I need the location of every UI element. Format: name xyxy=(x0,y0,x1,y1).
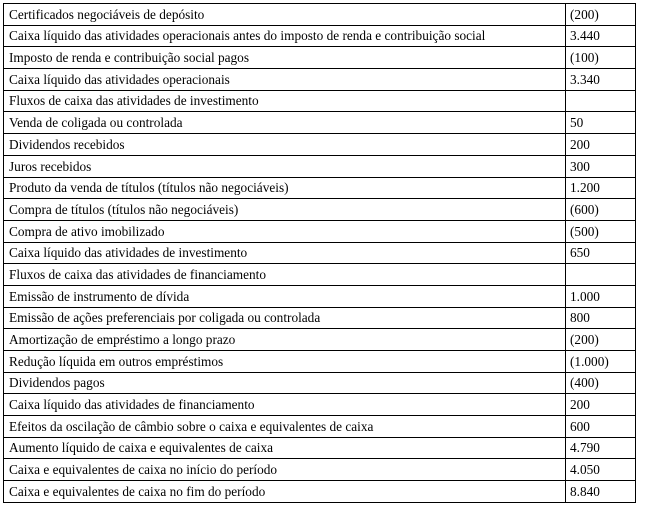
row-label: Venda de coligada ou controlada xyxy=(4,112,566,134)
row-label: Redução líquida em outros empréstimos xyxy=(4,351,566,373)
row-label: Dividendos pagos xyxy=(4,372,566,394)
row-value: 1.000 xyxy=(566,285,636,307)
row-label: Efeitos da oscilação de câmbio sobre o caixa e equivalentes de caixa xyxy=(4,416,566,438)
cash-flow-table xyxy=(3,3,636,503)
table-row xyxy=(4,437,636,459)
table-row xyxy=(4,134,636,156)
row-value: (200) xyxy=(566,329,636,351)
row-value: (1.000) xyxy=(566,351,636,373)
row-label: Produto da venda de títulos (títulos não negociáveis) xyxy=(4,177,566,199)
row-value: 3.340 xyxy=(566,69,636,91)
row-value: 1.200 xyxy=(566,177,636,199)
row-label: Certificados negociáveis de depósito xyxy=(4,4,566,26)
row-label: Dividendos recebidos xyxy=(4,134,566,156)
table-row xyxy=(4,242,636,264)
row-label: Caixa líquido das atividades operacionais antes do imposto de renda e contribuição social xyxy=(4,25,566,47)
table-row xyxy=(4,351,636,373)
row-label: Emissão de ações preferenciais por coligada ou controlada xyxy=(4,307,566,329)
table-row xyxy=(4,285,636,307)
row-value: 4.790 xyxy=(566,437,636,459)
table-row xyxy=(4,47,636,69)
section-heading-row xyxy=(4,90,636,112)
row-label: Juros recebidos xyxy=(4,155,566,177)
row-value: 800 xyxy=(566,307,636,329)
table-row xyxy=(4,481,636,503)
row-value: 50 xyxy=(566,112,636,134)
table-row xyxy=(4,112,636,134)
row-value: 200 xyxy=(566,394,636,416)
row-value: (500) xyxy=(566,220,636,242)
row-value: 300 xyxy=(566,155,636,177)
cash-flow-statement xyxy=(3,3,635,503)
table-row xyxy=(4,155,636,177)
row-label: Imposto de renda e contribuição social pagos xyxy=(4,47,566,69)
table-row xyxy=(4,372,636,394)
table-row xyxy=(4,220,636,242)
row-value: 650 xyxy=(566,242,636,264)
row-value xyxy=(566,90,636,112)
table-row xyxy=(4,177,636,199)
row-value: 8.840 xyxy=(566,481,636,503)
row-value: (200) xyxy=(566,4,636,26)
row-value xyxy=(566,264,636,286)
table-row xyxy=(4,307,636,329)
table-row xyxy=(4,394,636,416)
row-value: 3.440 xyxy=(566,25,636,47)
row-label: Emissão de instrumento de dívida xyxy=(4,285,566,307)
row-value: (600) xyxy=(566,199,636,221)
row-label: Caixa líquido das atividades de financiamento xyxy=(4,394,566,416)
row-value: 4.050 xyxy=(566,459,636,481)
row-label: Compra de títulos (títulos não negociáveis) xyxy=(4,199,566,221)
row-label: Caixa e equivalentes de caixa no início do período xyxy=(4,459,566,481)
table-row xyxy=(4,4,636,26)
table-row xyxy=(4,199,636,221)
table-row xyxy=(4,459,636,481)
row-label: Caixa líquido das atividades de investimento xyxy=(4,242,566,264)
table-row xyxy=(4,329,636,351)
row-value: (400) xyxy=(566,372,636,394)
row-label: Amortização de empréstimo a longo prazo xyxy=(4,329,566,351)
table-row xyxy=(4,416,636,438)
section-heading-row xyxy=(4,264,636,286)
section-heading: Fluxos de caixa das atividades de investimento xyxy=(4,90,566,112)
table-row xyxy=(4,69,636,91)
row-label: Aumento líquido de caixa e equivalentes de caixa xyxy=(4,437,566,459)
row-value: 200 xyxy=(566,134,636,156)
row-value: 600 xyxy=(566,416,636,438)
row-label: Compra de ativo imobilizado xyxy=(4,220,566,242)
row-label: Caixa e equivalentes de caixa no fim do período xyxy=(4,481,566,503)
row-label: Caixa líquido das atividades operacionais xyxy=(4,69,566,91)
section-heading: Fluxos de caixa das atividades de financiamento xyxy=(4,264,566,286)
row-value: (100) xyxy=(566,47,636,69)
table-row xyxy=(4,25,636,47)
